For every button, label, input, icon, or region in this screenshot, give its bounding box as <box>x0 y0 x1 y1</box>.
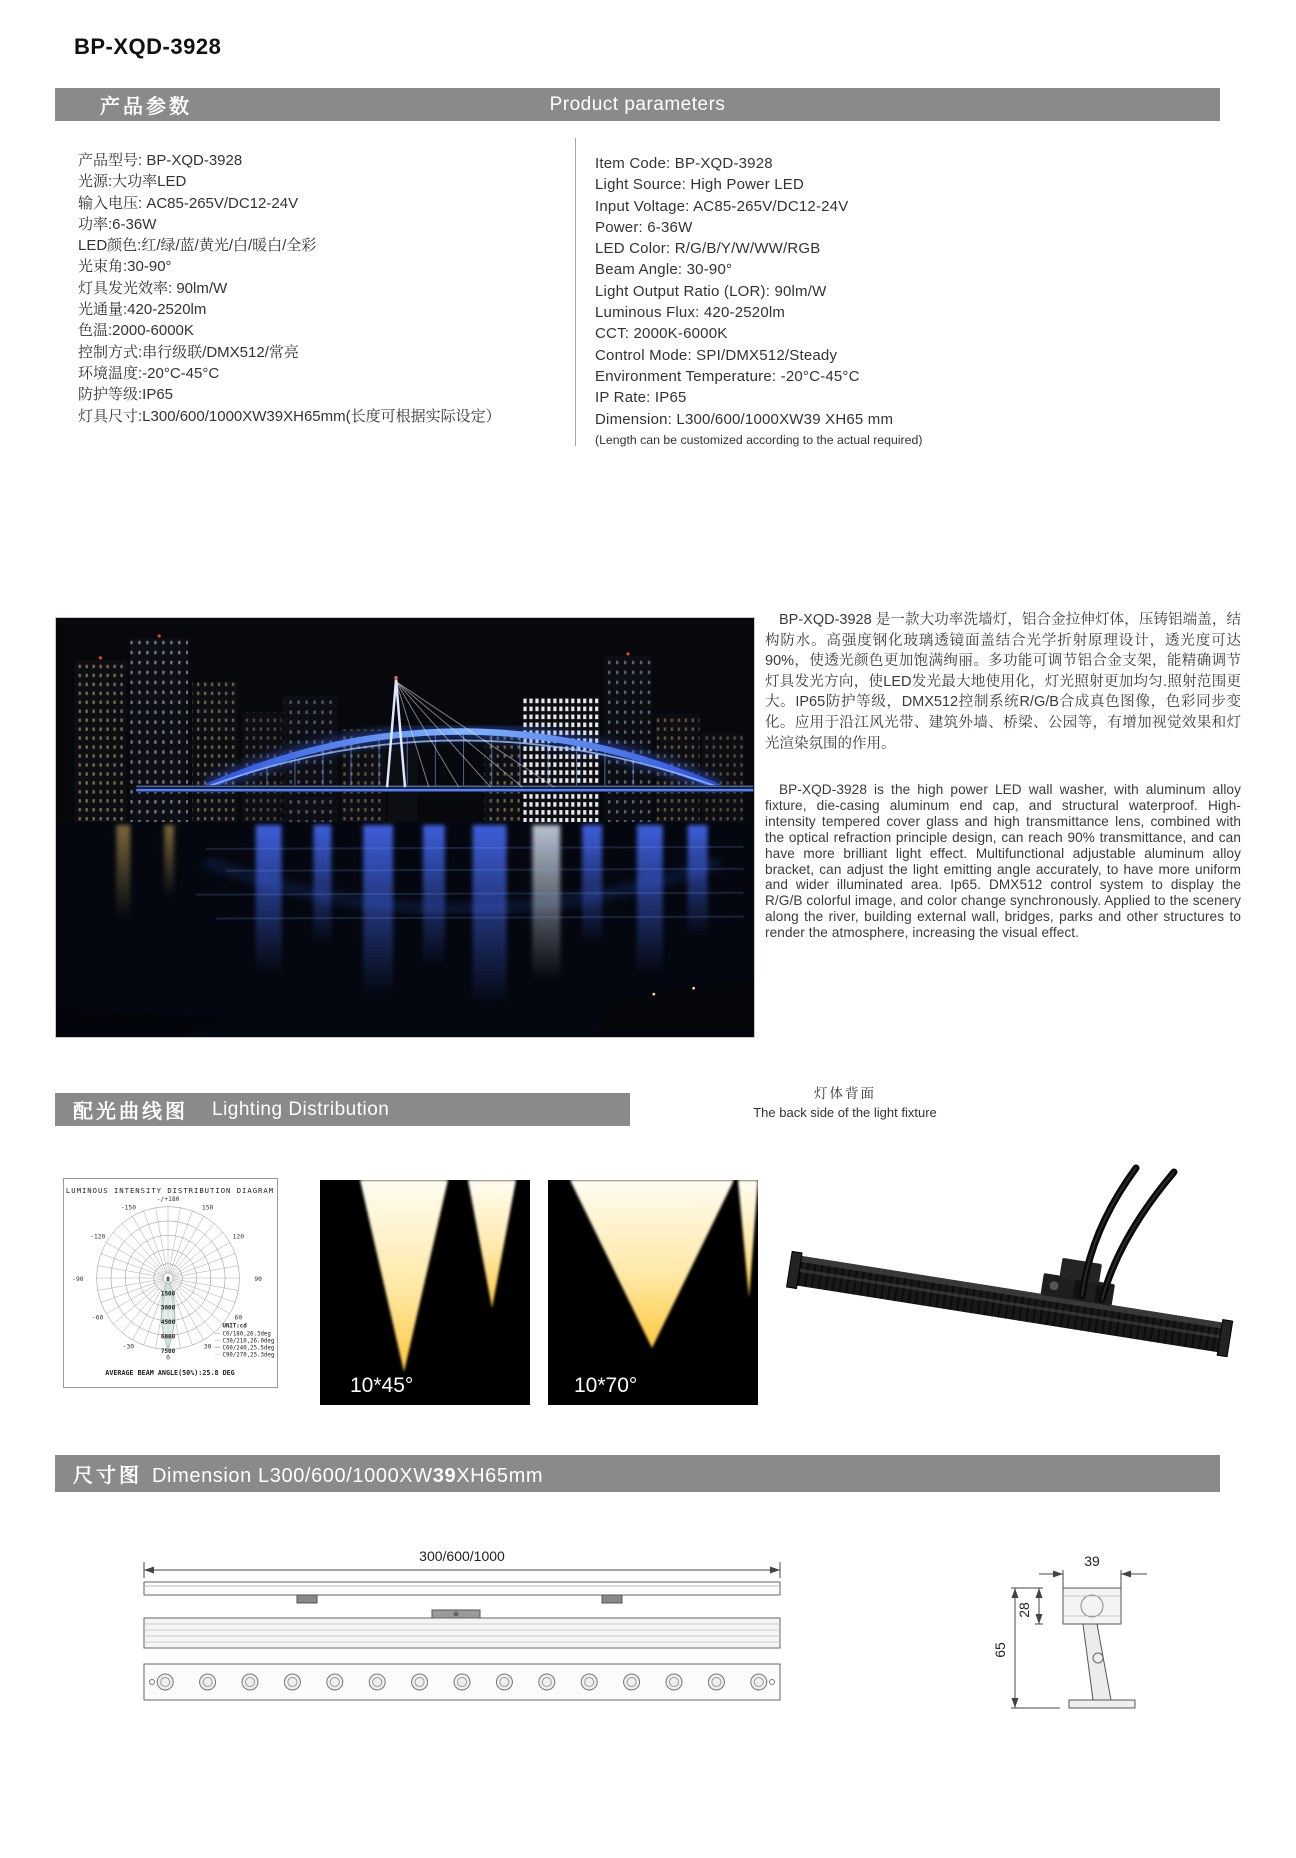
svg-text:120: 120 <box>232 1233 245 1241</box>
front-view <box>144 1664 780 1700</box>
photometric-diagram <box>63 1178 278 1388</box>
svg-text:-90: -90 <box>72 1276 84 1284</box>
svg-text:-120: -120 <box>90 1233 106 1241</box>
beam-cone-illustration <box>548 1180 758 1405</box>
section-bar-product-parameters <box>55 88 1220 121</box>
svg-text:7500: 7500 <box>160 1347 176 1355</box>
spec-line: IP Rate: IP65 <box>595 389 687 407</box>
svg-text:0: 0 <box>166 1354 170 1362</box>
spec-line: 防护等级:IP65 <box>78 386 174 404</box>
fixture-illustration <box>770 1158 1248 1433</box>
svg-text:1500: 1500 <box>160 1290 176 1298</box>
section-title-cn: 配光曲线图 <box>73 1101 188 1123</box>
cross-section-view <box>935 1540 1165 1770</box>
svg-text:30: 30 <box>203 1343 212 1351</box>
svg-text:90: 90 <box>254 1276 262 1284</box>
description-chinese: BP-XQD-3928 是一款大功率洗墙灯，铝合金拉伸灯体，压铸铝端盖，结构防水。高强度钢化玻璃透镜面盖结合光学折射原理设计，透光度可达90%，使透光颜色更加饱满绚丽。多功能可调节铝合金支架，能精确调节灯具发光方向，使LED发光最大地使用化，灯光照射更加均匀.照射范围更大。IP65防护等级，DMX512控制系统R/G/B合成真色图像，色彩同步变化。应用于沿江风光带、建筑外墙、桥梁、公园等，有增加视觉效果和灯光渲染氛围的作用。 <box>765 612 1241 752</box>
spec-line: Luminous Flux: 420-2520lm <box>595 304 786 322</box>
spec-line: 灯具尺寸:L300/600/1000XW39XH65mm(长度可根据实际设定） <box>78 407 501 425</box>
spec-line: Light Output Ratio (LOR): 90lm/W <box>595 282 827 300</box>
polar-legend <box>215 1324 275 1359</box>
svg-text:6000: 6000 <box>160 1333 176 1341</box>
river-water <box>57 822 754 1037</box>
dimension-drawing-length <box>132 1548 812 1763</box>
fixture-back-photo <box>770 1158 1248 1433</box>
svg-text:C30/210,26.0deg: C30/210,26.0deg <box>222 1338 275 1345</box>
led-bar-body <box>787 1216 1239 1357</box>
section-bracket <box>1069 1624 1135 1708</box>
spec-line: Control Mode: SPI/DMX512/Steady <box>595 346 838 364</box>
spec-note: (Length can be customized according to the actual required) <box>595 433 923 447</box>
spec-line: Beam Angle: 30-90° <box>595 261 733 279</box>
section-title-en: Lighting Distribution <box>212 1098 390 1120</box>
svg-text:4500: 4500 <box>160 1319 176 1327</box>
bridge-scene-illustration <box>56 618 754 1037</box>
dimension-title-bold: 39 <box>432 1465 457 1487</box>
length-dimension-line <box>144 1562 780 1578</box>
spec-list-english <box>595 153 1115 430</box>
spec-line: 产品型号: BP-XQD-3928 <box>78 152 243 169</box>
top-view <box>144 1582 780 1603</box>
svg-text:150: 150 <box>201 1204 214 1212</box>
length-views <box>132 1548 812 1763</box>
side-view <box>144 1610 780 1648</box>
caption-en: The back side of the light fixture <box>753 1105 937 1120</box>
beam-angle-label: 10*70° <box>574 1374 638 1397</box>
spec-line: LED Color: R/G/B/Y/W/WW/RGB <box>595 240 821 258</box>
spec-list-chinese <box>78 150 558 427</box>
spec-line: 光源:大功率LED <box>78 173 187 191</box>
svg-text:UNIT:cd: UNIT:cd <box>222 1323 247 1330</box>
spec-line: Power: 6-36W <box>595 218 693 236</box>
section-title-cn: 尺寸图 <box>73 1465 142 1487</box>
svg-text:C60/240,25.5deg: C60/240,25.5deg <box>222 1345 275 1352</box>
section-title-en: Product parameters <box>549 93 726 115</box>
polar-title: LUMINOUS INTENSITY DISTRIBUTION DIAGRAM <box>65 1185 275 1195</box>
spec-line: CCT: 2000K-6000K <box>595 325 728 343</box>
beam-cone-illustration <box>320 1180 530 1405</box>
height-label: 65 <box>992 1642 1008 1658</box>
svg-text:-30: -30 <box>122 1343 135 1351</box>
spec-line: 功率:6-36W <box>78 215 157 233</box>
bridge-night-photo <box>55 617 755 1038</box>
spec-line: 光束角:30-90° <box>78 258 172 276</box>
spec-line: Environment Temperature: -20°C-45°C <box>595 367 860 385</box>
beam-image-10x45 <box>320 1180 530 1405</box>
depth-label: 28 <box>1016 1602 1032 1618</box>
spec-line: 光通量:420-2520lm <box>78 301 207 319</box>
spec-line: Item Code: BP-XQD-3928 <box>595 155 773 172</box>
svg-text:-/+180: -/+180 <box>156 1195 180 1203</box>
svg-text:3000: 3000 <box>160 1304 176 1312</box>
svg-text:C0/180,26.3deg: C0/180,26.3deg <box>222 1331 271 1338</box>
section-title-cn: 产品参数 <box>100 96 192 118</box>
polar-chart <box>64 1179 277 1387</box>
svg-text:0: 0 <box>166 1276 170 1284</box>
spec-line: LED颜色:红/绿/蓝/黄光/白/暖白/全彩 <box>78 237 317 255</box>
page-title: BP-XQD-3928 <box>74 34 222 59</box>
spec-line: 控制方式:串行级联/DMX512/常亮 <box>78 343 299 361</box>
dimension-title-suffix: XH65mm <box>456 1465 544 1487</box>
fixture-back-caption <box>700 1082 990 1120</box>
led-lens-holes <box>157 1674 767 1690</box>
section-bar-lighting-distribution <box>55 1093 630 1126</box>
caption-cn: 灯体背面 <box>814 1086 876 1101</box>
width-label: 39 <box>1084 1553 1100 1569</box>
description-english: BP-XQD-3928 is the high power LED wall washer, with aluminum alloy fixture, die-casing aluminum end cap, and structural waterproof. High-intensity tempered cover glass and high transmittance lens, combined with the optical refraction principle design, can reach 90% transmittance, and can have more brilliant light effect. Multifunctional adjustable aluminum alloy bracket, can adjust the light emitting angle accurately, to have more uniform and wider illuminated area. Ip65. DMX512 control system to display the R/G/B colorful image, and color change synchronously. Applied to the scenery along the river, building external wall, bridges, parks and other structures to render the atmosphere, increasing the visual effect. <box>765 782 1241 941</box>
svg-text:-150: -150 <box>120 1204 137 1212</box>
svg-text:-60: -60 <box>91 1314 104 1322</box>
dimension-drawing-section <box>935 1540 1165 1770</box>
beam-angle-label: 10*45° <box>350 1374 414 1397</box>
spec-line: Light Source: High Power LED <box>595 176 805 194</box>
length-label: 300/600/1000 <box>419 1548 505 1564</box>
svg-text:C90/270,25.3deg: C90/270,25.3deg <box>222 1352 275 1359</box>
column-divider <box>575 138 576 446</box>
spec-line: 环境温度:-20°C-45°C <box>78 364 220 382</box>
section-bar-dimension <box>55 1455 1220 1492</box>
beam-image-10x70 <box>548 1180 758 1405</box>
spec-line: 灯具发光效率: 90lm/W <box>78 279 228 297</box>
svg-text:60: 60 <box>234 1314 243 1322</box>
polar-footer: AVERAGE BEAM ANGLE(50%):25.8 DEG <box>105 1369 235 1378</box>
spec-line: Dimension: L300/600/1000XW39 XH65 mm <box>595 410 894 428</box>
section-body <box>1063 1588 1121 1624</box>
dimension-title-mid: Dimension L300/600/1000XW <box>152 1465 433 1487</box>
spec-line: Input Voltage: AC85-265V/DC12-24V <box>595 197 849 215</box>
spec-line: 输入电压: AC85-265V/DC12-24V <box>78 194 299 212</box>
spec-line: 色温:2000-6000K <box>78 322 194 340</box>
